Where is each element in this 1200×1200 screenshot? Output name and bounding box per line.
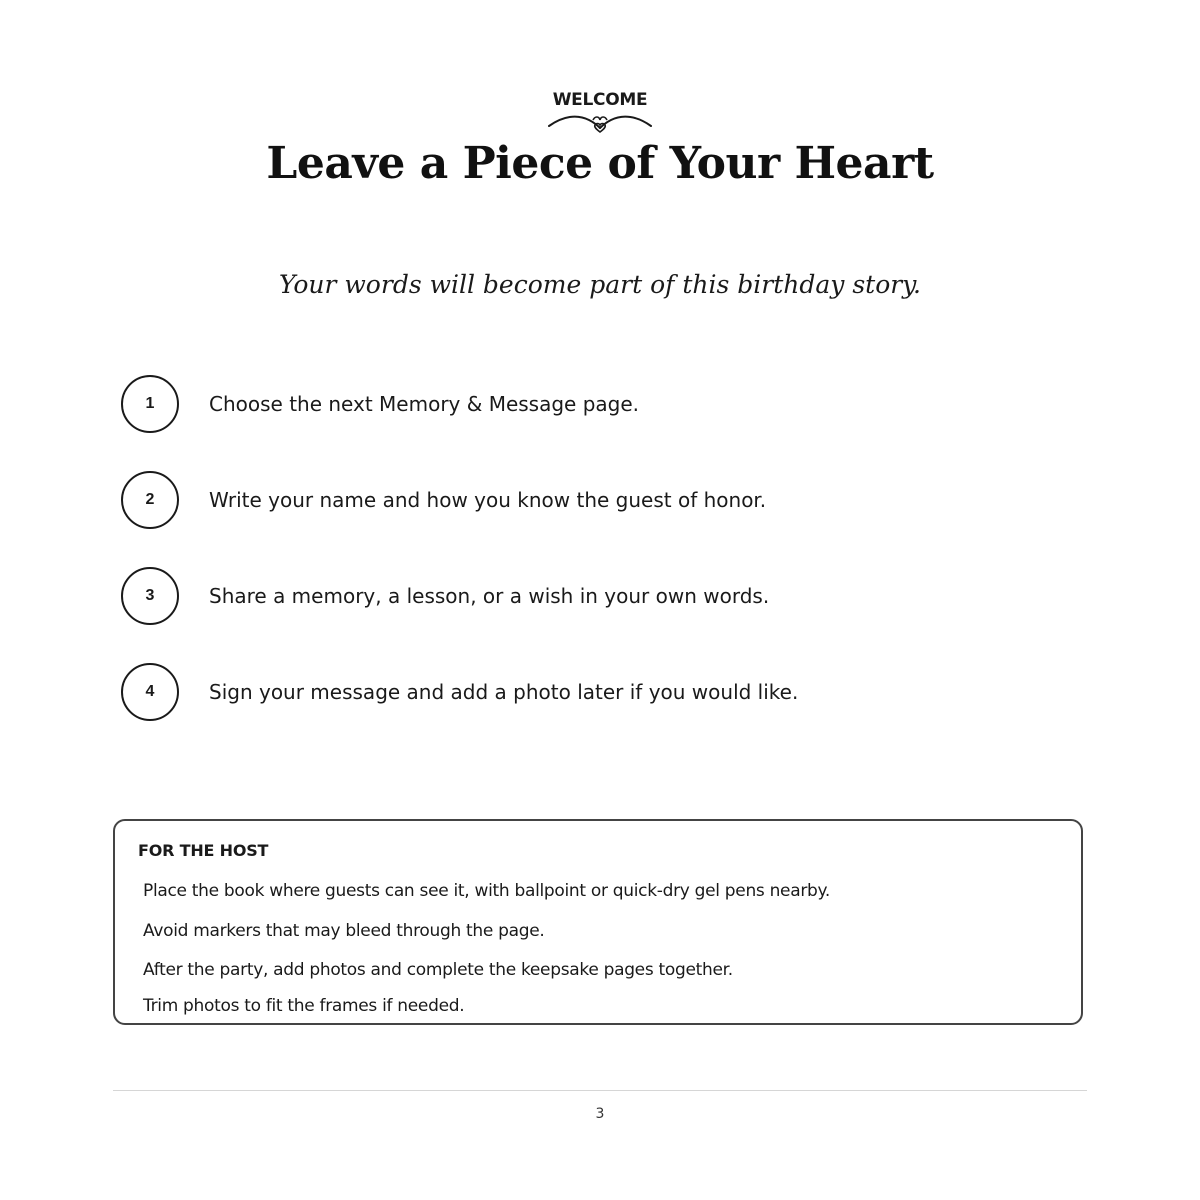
page-number: 3	[595, 1106, 605, 1122]
host-tip: Place the book where guests can see it, with ballpoint or quick-dry gel pens nearby.	[143, 881, 830, 901]
host-tip: After the party, add photos and complete the keepsake pages together.	[143, 960, 733, 980]
step-text: Share a memory, a lesson, or a wish in your own words.	[209, 584, 770, 608]
host-tip: Avoid markers that may bleed through the page.	[143, 921, 545, 941]
eyebrow-label: WELCOME	[552, 90, 648, 110]
step-number-badge: 3	[121, 567, 179, 625]
step-text: Choose the next Memory & Message page.	[209, 392, 640, 416]
host-tip: Trim photos to fit the frames if needed.	[143, 996, 465, 1016]
step-4	[121, 663, 1021, 721]
step-number-badge: 1	[121, 375, 179, 433]
page-title: Leave a Piece of Your Heart	[266, 138, 934, 189]
step-1	[121, 375, 1021, 433]
footer-divider	[113, 1090, 1087, 1091]
step-text: Write your name and how you know the guest of honor.	[209, 488, 767, 512]
host-tips-heading: FOR THE HOST	[138, 841, 269, 860]
step-number-badge: 4	[121, 663, 179, 721]
host-tips-box	[113, 819, 1083, 1025]
page-subtitle: Your words will become part of this birthday story.	[279, 270, 921, 299]
step-3	[121, 567, 1021, 625]
step-text: Sign your message and add a photo later if you would like.	[209, 680, 799, 704]
step-2	[121, 471, 1021, 529]
step-number-badge: 2	[121, 471, 179, 529]
flourish-heart-icon	[545, 108, 655, 134]
